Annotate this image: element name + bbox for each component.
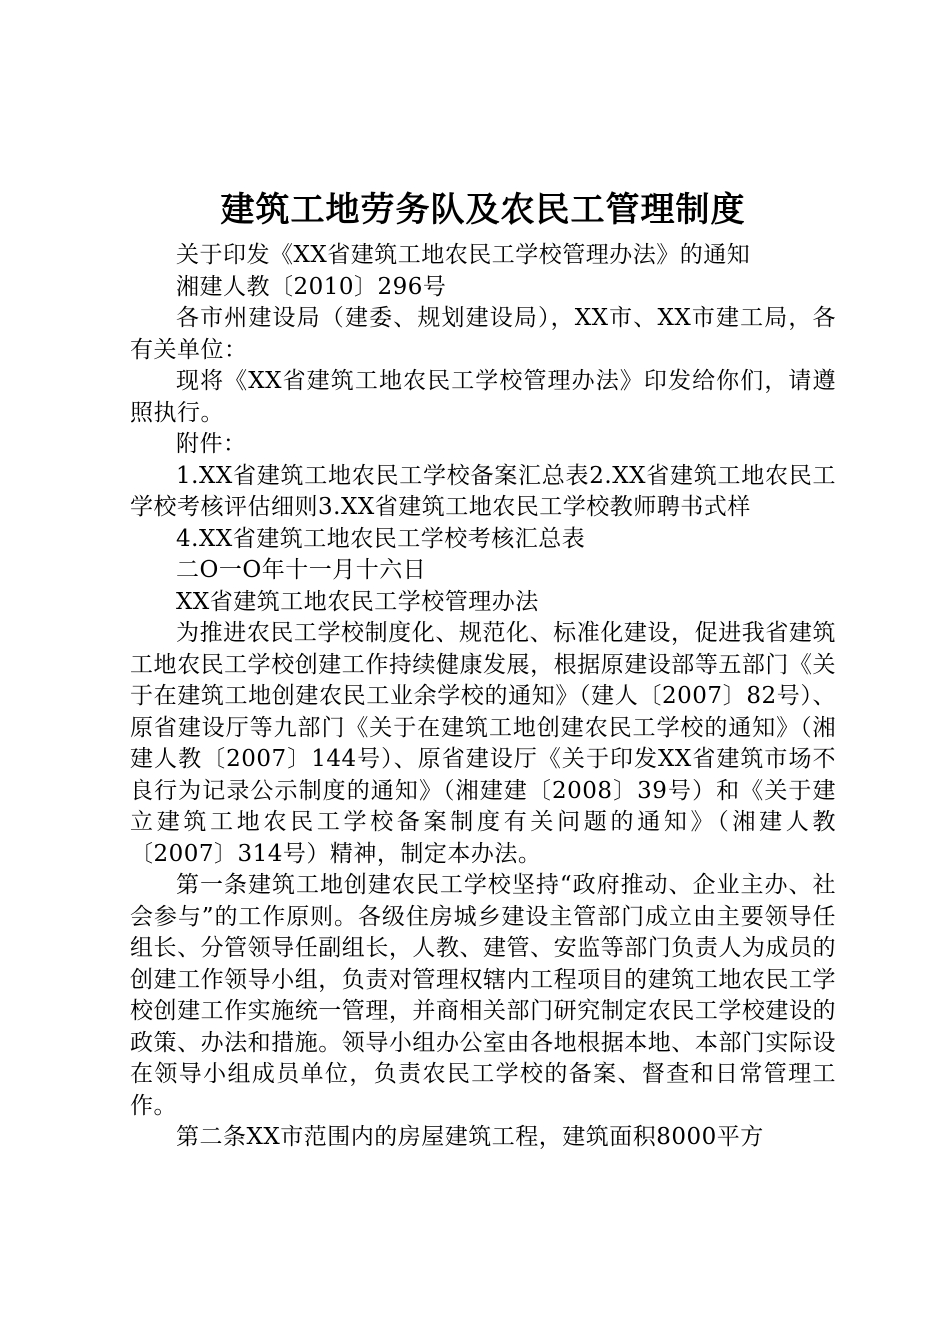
preamble: 为推进农民工学校制度化、规范化、标准化建设，促进我省建筑工地农民工学校创建工作持续健康发展，根据原建设部等五部门《关于在建筑工地创建农民工业余学校的通知》（建人〔2007〕82号）、原省建设厅等九部门《关于在建筑工地创建农民工学校的通知》（湘建人教〔2007〕144号）、原省建设厅《关于印发XX省建筑市场不良行为记录公示制度的通知》（湘建建〔2008〕39号）和《关于建立建筑工地农民工学校备案制度有关问题的通知》（湘建人教〔2007〕314号）精神，制定本办法。: [130, 620, 836, 867]
notice-title: 关于印发《XX省建筑工地农民工学校管理办法》的通知: [176, 242, 751, 268]
article-2: 第二条XX市范围内的房屋建筑工程，建筑面积8000平方: [176, 1124, 764, 1150]
document-title: 建筑工地劳务队及农民工管理制度: [220, 190, 746, 230]
attachments-list: 1.XX省建筑工地农民工学校备案汇总表2.XX省建筑工地农民工学校考核评估细则3.XX省建筑工地农民工学校教师聘书式样: [130, 462, 836, 520]
notice-body: 现将《XX省建筑工地农民工学校管理办法》印发给你们，请遵照执行。: [130, 368, 836, 426]
attachments-label: 附件：: [176, 431, 247, 457]
article-1: 第一条建筑工地创建农民工学校坚持“政府推动、企业主办、社会参与”的工作原则。各级住房城乡建设主管部门成立由主要领导任组长、分管领导任副组长，人教、建管、安监等部门负责人为成员的创建工作领导小组，负责对管理权辖内工程项目的建筑工地农民工学校创建工作实施统一管理，并商相关部门研究制定农民工学校建设的政策、办法和措施。领导小组办公室由各地根据本地、本部门实际设在领导小组成员单位，负责农民工学校的备案、督查和日常管理工作。: [130, 872, 836, 1119]
document-page: [130, 188, 836, 1154]
document-number: 湘建人教〔2010〕296号: [176, 273, 447, 300]
section-title: XX省建筑工地农民工学校管理办法: [176, 588, 539, 615]
attachment-4: 4.XX省建筑工地农民工学校考核汇总表: [176, 525, 586, 552]
issue-date: 二O一O年十一月十六日: [176, 557, 427, 583]
recipients: 各市州建设局（建委、规划建设局），XX市、XX市建工局，各有关单位：: [130, 305, 836, 363]
